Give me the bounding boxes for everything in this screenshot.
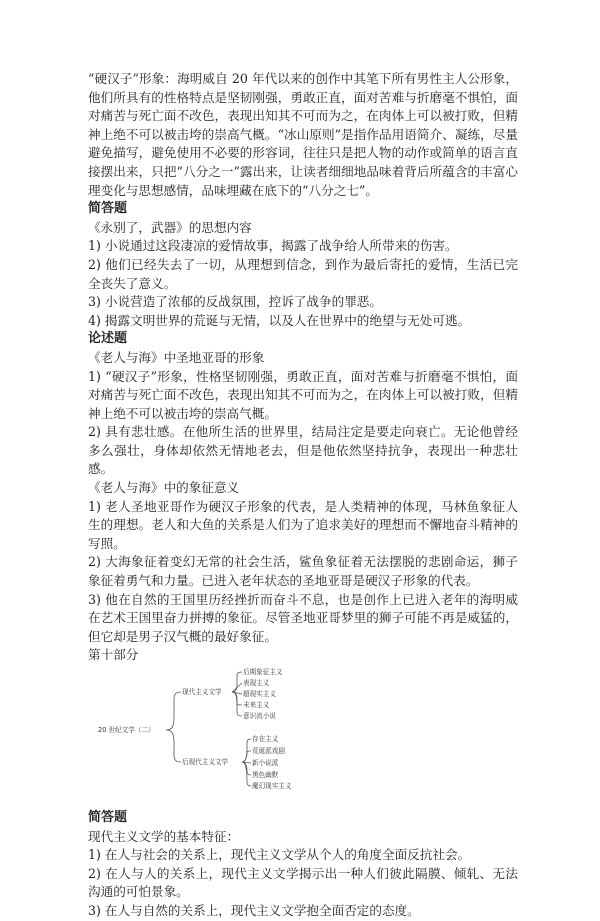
tree-leaf-9: 黑色幽默 <box>252 771 279 779</box>
short-answer-heading-1: 简答题 <box>88 201 128 217</box>
symbolism-title: 《老人与海》中的象征意义 <box>88 480 240 496</box>
santiago-item-2: 2) 具有悲壮感。在他所生活的世界里，结局注定是要走向衰亡。无论他曾经多么强壮，身体却依然无情地老去，但是他依然坚持抗争，表现出一种悲壮感。 <box>88 424 518 477</box>
tree-branch-modernism: 现代主义文学 <box>182 688 222 696</box>
farewell-to-arms-title: 《永别了，武器》的思想内容 <box>88 219 252 235</box>
tree-branch-postmodernism: 后现代主义文学 <box>182 758 229 766</box>
tree-leaf-4: 未来主义 <box>243 701 270 709</box>
tree-leaf-3: 超现实主义 <box>243 690 276 698</box>
tree-leaf-8: 新小说派 <box>252 759 279 767</box>
tree-leaf-5: 意识流小说 <box>243 712 276 720</box>
symbolism-item-1: 1) 老人圣地亚哥作为硬汉子形象的代表，是人类精神的体现，马林鱼象征人生的理想。老人和大鱼的关系是人们为了追求美好的理想而不懈地奋斗精神的写照。 <box>88 498 518 551</box>
santiago-item-1: 1) “硬汉子”形象，性格坚韧刚强，勇敢正直，面对苦难与折磨毫不惧怕，面对痛苦与死亡面不改色，表现出知其不可而为之，在肉体上可以被打败，但精神上绝不可以被击垮的崇高气概。 <box>88 368 518 421</box>
spacer <box>88 791 518 809</box>
farewell-item-2: 2) 他们已经失去了一切，从理想到信念，到作为最后寄托的爱情，生活已完全丧失了意义。 <box>88 256 518 291</box>
tree-root: 20 世纪文学（二） <box>98 726 155 734</box>
literature-tree-diagram <box>96 667 396 791</box>
tree-leaf-6: 存在主义 <box>252 735 279 743</box>
modernism-features-title: 现代主义文学的基本特征： <box>88 828 240 844</box>
symbolism-item-2: 2) 大海象征着变幻无常的社会生活，鲨鱼象征着无法摆脱的悲剧命运，狮子象征着勇气和力量。已进入老年状态的圣地亚哥是硬汉子形象的代表。 <box>88 554 518 589</box>
hard-man-paragraph: “硬汉子”形象：海明威自 20 年代以来的创作中其笔下所有男性主人公形象，他们所具有的性格特点是坚韧刚强，勇敢正直，面对苦难与折磨毫不惧怕，面对痛苦与死亡面不改色，表现出知其不可而为之，在肉体上可以被打败，但精神上绝不可以被击垮的崇高气概。“冰山原则”是指作品用语简介、凝练，尽量避免描写，避免使用不必要的形容词，往往只是把人物的动作或简单的语言直接摆出来，只把“八分之一”露出来，让读者细细地品味着背后所蕴含的丰富心理变化与思想感情，品味埋藏在底下的“八分之七”。 <box>88 71 518 198</box>
tree-leaf-7: 荒诞派戏剧 <box>252 747 285 755</box>
short-answer-heading-2: 简答题 <box>88 810 128 825</box>
part-ten-label: 第十部分 <box>88 647 139 663</box>
symbolism-item-3: 3) 他在自然的王国里历经挫折而奋斗不息，也是创作上已进入老年的海明威在艺术王国里奋力拼搏的象征。尽管圣地亚哥梦里的狮子可能不再是威猛的，但它却是男子汉气概的最好象征。 <box>88 591 518 644</box>
santiago-image-title: 《老人与海》中圣地亚哥的形象 <box>88 349 265 365</box>
farewell-item-4: 4) 揭露文明世界的荒诞与无情，以及人在世界中的绝望与无处可逃。 <box>88 312 471 328</box>
tree-leaf-1: 后期象征主义 <box>243 668 283 676</box>
essay-heading: 论述题 <box>88 331 128 347</box>
tree-leaf-10: 魔幻现实主义 <box>252 782 292 790</box>
farewell-item-1: 1) 小说通过这段凄凉的爱情故事，揭露了战争给人所带来的伤害。 <box>88 238 458 254</box>
modernism-item-2: 2) 在人与人的关系上，现代主义文学揭示出一种人们彼此隔膜、倾轧、无法沟通的可怕景象。 <box>88 865 518 900</box>
modernism-item-3: 3) 在人与自然的关系上，现代主义文学抱全面否定的态度。 <box>88 902 420 918</box>
tree-leaf-2: 表现主义 <box>243 679 270 687</box>
modernism-item-1: 1) 在人与社会的关系上，现代主义文学从个人的角度全面反抗社会。 <box>88 847 471 863</box>
farewell-item-3: 3) 小说营造了浓郁的反战氛围，控诉了战争的罪恶。 <box>88 294 382 310</box>
document-page <box>88 70 518 921</box>
